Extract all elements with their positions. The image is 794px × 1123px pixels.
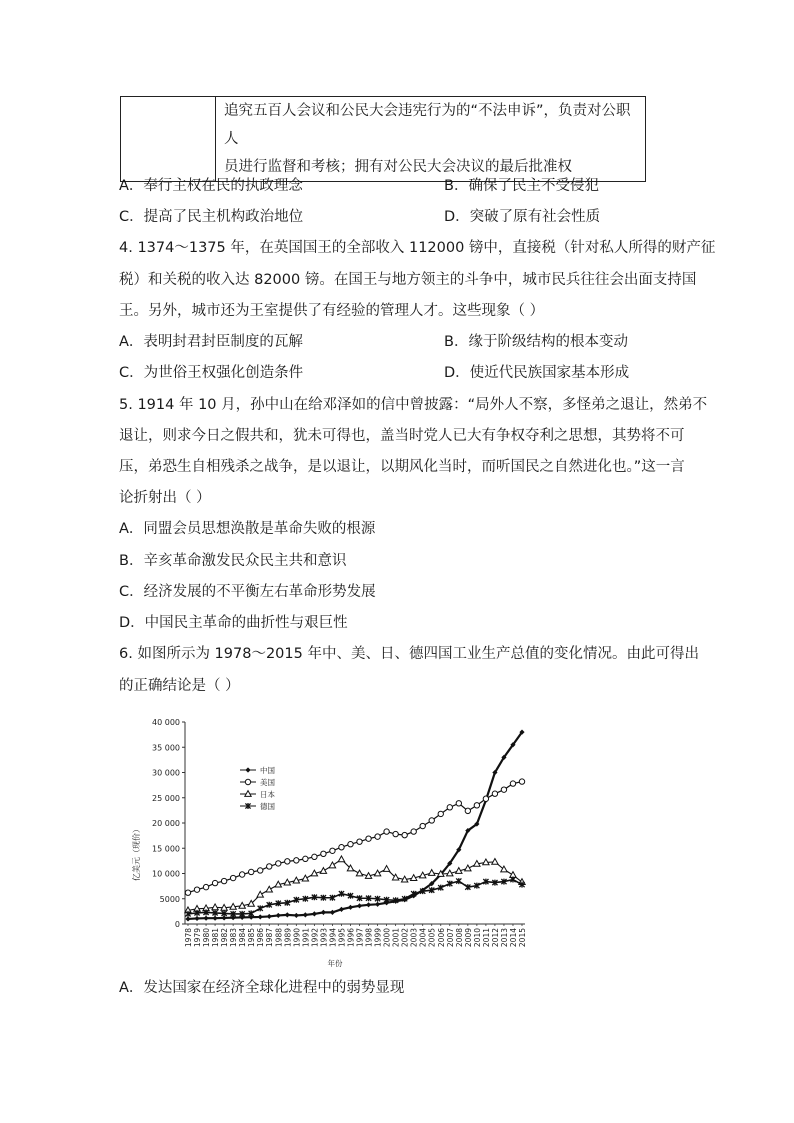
x-tick-label: 1981 (211, 928, 221, 948)
data-point (366, 836, 371, 841)
x-tick-label: 1999 (373, 928, 383, 948)
q5-stem-line-4: 论折射出（ ） (119, 490, 211, 506)
y-tick-label: 30 000 (152, 768, 180, 778)
x-tick-label: 1987 (265, 928, 275, 948)
data-point (492, 791, 497, 796)
data-point (366, 902, 371, 907)
data-point (329, 862, 335, 868)
data-point (375, 834, 380, 839)
data-point (276, 861, 281, 866)
data-point (420, 823, 425, 828)
data-point (276, 913, 281, 918)
data-point (510, 872, 516, 878)
q3-option-c: C．提高了民主机构政治地位 (119, 209, 304, 225)
data-point (185, 890, 190, 895)
data-point (465, 865, 471, 871)
q5-stem-line-2: 退让，则求今日之假共和，犹未可得也，盖当时党人已大有争权夺利之思想，其势将不可 (119, 428, 685, 444)
y-tick-label: 20 000 (152, 819, 180, 828)
x-tick-label: 1998 (364, 928, 374, 948)
x-tick-label: 2009 (463, 928, 473, 948)
x-tick-label: 1983 (229, 928, 239, 948)
q4-option-b: B．缘于阶级结构的根本变动 (444, 334, 628, 350)
x-tick-label: 1993 (319, 928, 329, 948)
data-point (383, 866, 389, 872)
q3-option-b: B．确保了民主不受侵犯 (444, 178, 599, 194)
q5-option-c: C．经济发展的不平衡左右革命形势发展 (119, 584, 376, 600)
data-point (203, 884, 208, 889)
data-point (429, 870, 435, 876)
x-tick-label: 2006 (436, 928, 446, 948)
data-point (312, 854, 317, 859)
q5-option-d: D．中国民主革命的曲折性与艰巨性 (119, 615, 348, 631)
data-point (357, 839, 362, 844)
data-point (348, 842, 353, 847)
data-point (338, 856, 344, 862)
x-tick-label: 2004 (418, 928, 428, 948)
x-tick-label: 2003 (409, 928, 419, 948)
data-point (411, 829, 416, 834)
x-tick-label: 1991 (301, 928, 311, 948)
x-tick-label: 2002 (400, 928, 410, 948)
x-tick-label: 1984 (238, 928, 248, 948)
data-point (402, 832, 407, 837)
x-tick-label: 1994 (328, 928, 338, 948)
data-point (185, 916, 190, 921)
data-point (519, 779, 524, 784)
data-point (447, 805, 452, 810)
legend-marker (245, 779, 250, 784)
data-point (302, 875, 308, 881)
data-point (194, 916, 199, 921)
y-tick-label: 15 000 (152, 844, 180, 854)
data-point (320, 868, 326, 874)
x-tick-label: 1992 (310, 928, 320, 948)
table-text-line-2: 员进行监督和考核；拥有对公民大会决议的最后批准权 (224, 159, 572, 175)
data-point (230, 875, 235, 880)
q4-option-c: C．为世俗王权强化创造条件 (119, 365, 304, 381)
x-tick-label: 1980 (202, 928, 212, 948)
x-tick-label: 2015 (518, 928, 527, 948)
q4-stem-line-2: 税）和关税的收入达 82000 镑。在国王与地方领主的斗争中，城市民兵往往会出面支持国 (119, 272, 697, 288)
table-cell-content (216, 97, 646, 182)
q5-stem-line-1: 5. 1914 年 10 月，孙中山在给邓泽如的信中曾披露：“局外人不察，多怪弟之退让，然弟不 (119, 397, 708, 413)
y-axis-title: 亿美元（现价） (132, 825, 141, 881)
q5-option-a: A．同盟会员思想涣散是革命失败的根源 (119, 521, 376, 537)
series-line-2 (188, 859, 522, 910)
data-point (501, 787, 506, 792)
q6-option-a: A．发达国家在经济全球化进程中的弱势显现 (119, 980, 405, 996)
x-tick-label: 2005 (427, 928, 437, 948)
x-tick-label: 2014 (508, 928, 518, 948)
q4-option-d: D．使近代民族国家基本形成 (444, 365, 630, 381)
q4-stem-line-1: 4. 1374～1375 年，在英国国王的全部收入 112000 镑中，直接税（针对私人所得的财产征 (119, 240, 716, 256)
data-point (285, 912, 290, 917)
data-point (203, 916, 208, 921)
data-point (339, 845, 344, 850)
q3-option-d: D．突破了原有社会性质 (444, 209, 601, 225)
data-point (456, 801, 461, 806)
data-point (294, 913, 299, 918)
series-line-0 (188, 732, 522, 919)
data-point (212, 904, 218, 910)
table-text-line-1: 追究五百人会议和公民大会违宪行为的“不法申诉”，负责对公职人 (224, 103, 631, 147)
data-point (221, 878, 226, 883)
data-point (384, 829, 389, 834)
x-tick-label: 2010 (472, 928, 482, 948)
q3-option-a: A．奉行主权在民的执政理念 (119, 178, 303, 194)
data-point (510, 781, 515, 786)
data-point (267, 864, 272, 869)
data-point (212, 880, 217, 885)
data-point (312, 911, 317, 916)
data-point (194, 887, 199, 892)
data-point (321, 910, 326, 915)
x-tick-label: 1986 (256, 928, 266, 948)
legend-label: 美国 (260, 778, 275, 787)
q6-stem-line-2: 的正确结论是（ ） (119, 678, 240, 694)
x-tick-label: 1995 (337, 928, 347, 948)
x-tick-label: 2013 (499, 928, 509, 948)
x-tick-label: 2012 (490, 928, 500, 948)
data-point (303, 856, 308, 861)
data-point (285, 859, 290, 864)
data-point (393, 831, 398, 836)
data-point (303, 912, 308, 917)
data-point (474, 803, 479, 808)
x-tick-label: 1988 (274, 928, 284, 948)
x-tick-label: 1978 (184, 928, 193, 948)
x-tick-label: 2000 (382, 928, 392, 948)
data-point (267, 914, 272, 919)
x-tick-label: 2008 (454, 928, 464, 948)
q6-stem-line-1: 6. 如图所示为 1978～2015 年中、美、日、德四国工业生产总值的变化情况。由此可得出 (119, 646, 699, 662)
data-point (330, 910, 335, 915)
x-tick-label: 1985 (247, 928, 257, 948)
data-point (492, 858, 498, 864)
data-point (258, 914, 263, 919)
y-tick-label: 10 000 (152, 869, 180, 879)
x-tick-label: 1979 (193, 928, 203, 948)
y-tick-label: 25 000 (152, 793, 180, 803)
data-point (321, 851, 326, 856)
y-tick-label: 0 (174, 920, 180, 929)
series-line-3 (188, 880, 522, 914)
data-point (465, 808, 470, 813)
data-point (266, 886, 272, 892)
y-tick-label: 35 000 (152, 743, 180, 753)
data-point (438, 811, 443, 816)
data-point (212, 916, 217, 921)
data-point (248, 869, 253, 874)
data-point (348, 905, 353, 910)
industrial-output-chart (120, 712, 540, 968)
series-line-1 (188, 782, 522, 893)
data-point (258, 868, 263, 873)
x-tick-label: 1990 (292, 928, 302, 948)
legend-label: 日本 (260, 790, 275, 799)
x-tick-label: 1997 (355, 928, 365, 948)
legend-label: 中国 (260, 766, 275, 775)
x-tick-label: 2001 (391, 928, 401, 948)
x-tick-label: 1989 (283, 928, 293, 948)
data-point (483, 796, 488, 801)
x-axis-title: 年份 (327, 959, 343, 968)
x-tick-label: 1982 (220, 928, 230, 948)
x-tick-label: 2011 (481, 928, 491, 948)
data-point (429, 818, 434, 823)
y-tick-label: 40 000 (152, 718, 180, 727)
q4-option-a: A．表明封君封臣制度的瓦解 (119, 334, 303, 350)
data-point (330, 848, 335, 853)
legend-label: 德国 (260, 802, 275, 811)
legend-marker (245, 767, 250, 772)
data-point (356, 870, 362, 876)
question3-table (120, 96, 646, 182)
x-tick-label: 1996 (346, 928, 356, 948)
data-point (339, 907, 344, 912)
data-point (375, 902, 380, 907)
x-tick-label: 2007 (445, 928, 455, 948)
table-cell-empty (121, 97, 216, 182)
data-point (257, 891, 263, 897)
data-point (357, 903, 362, 908)
q4-stem-line-3: 王。另外，城市还为王室提供了有经验的管理人才。这些现象（ ） (119, 303, 545, 319)
data-point (239, 872, 244, 877)
q5-stem-line-3: 压，弟恐生自相残杀之战争，是以退让，以期风化当时，而听国民之自然进化也。”这一言 (119, 459, 685, 475)
data-point (374, 870, 380, 876)
data-point (294, 858, 299, 863)
y-tick-label: 5000 (159, 894, 180, 904)
q5-option-b: B．辛亥革命激发民众民主共和意识 (119, 553, 347, 569)
